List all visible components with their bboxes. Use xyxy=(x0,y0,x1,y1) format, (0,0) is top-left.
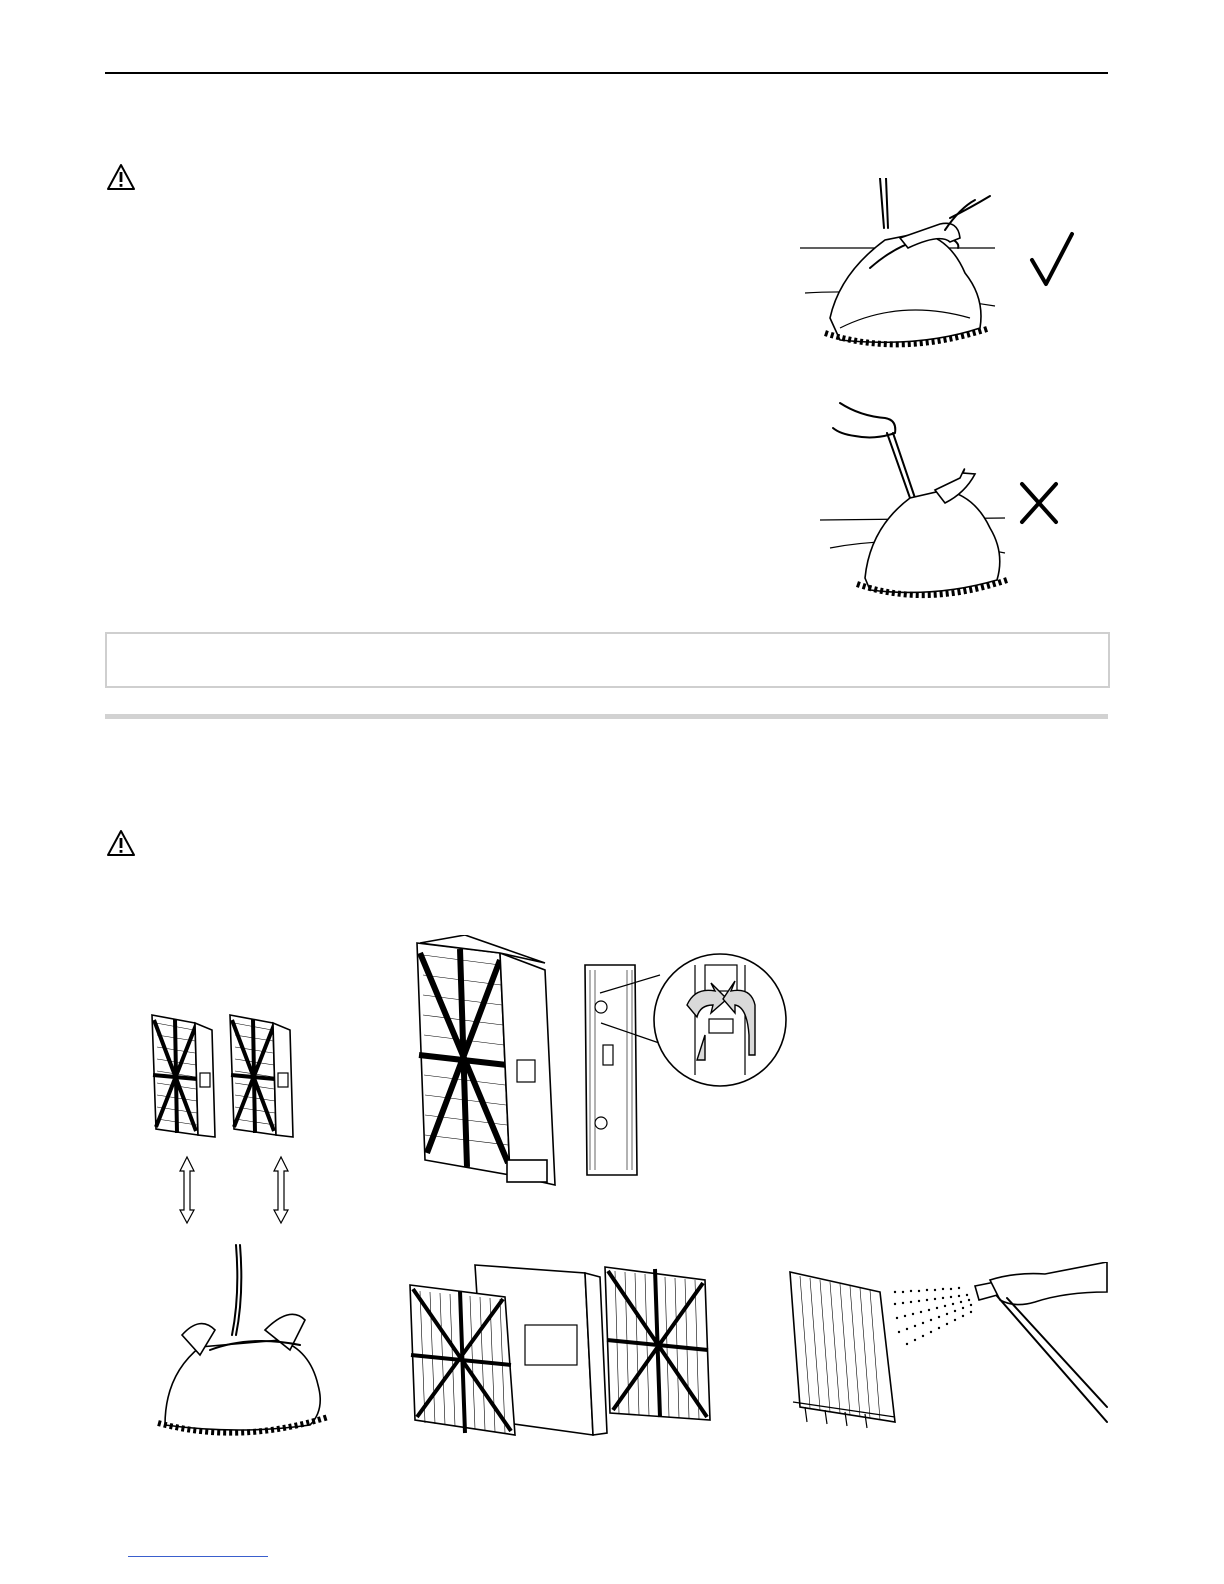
x-mark-icon xyxy=(1018,480,1060,526)
warning-triangle-icon xyxy=(106,163,136,191)
header-rule xyxy=(105,72,1108,74)
note-box xyxy=(105,632,1110,688)
filter-panels-illustration xyxy=(405,1255,720,1440)
robot-lift-handle-illustration xyxy=(800,178,1000,358)
filters-removal-illustration xyxy=(140,1005,340,1445)
footer-link-underline[interactable] xyxy=(128,1556,268,1557)
check-mark-icon xyxy=(1028,230,1076,288)
filter-unlock-illustration xyxy=(405,935,790,1190)
warning-triangle-icon xyxy=(106,829,136,857)
robot-lift-cable-illustration xyxy=(815,398,1015,603)
filter-rinse-illustration xyxy=(785,1262,1110,1432)
section-divider xyxy=(105,714,1108,719)
